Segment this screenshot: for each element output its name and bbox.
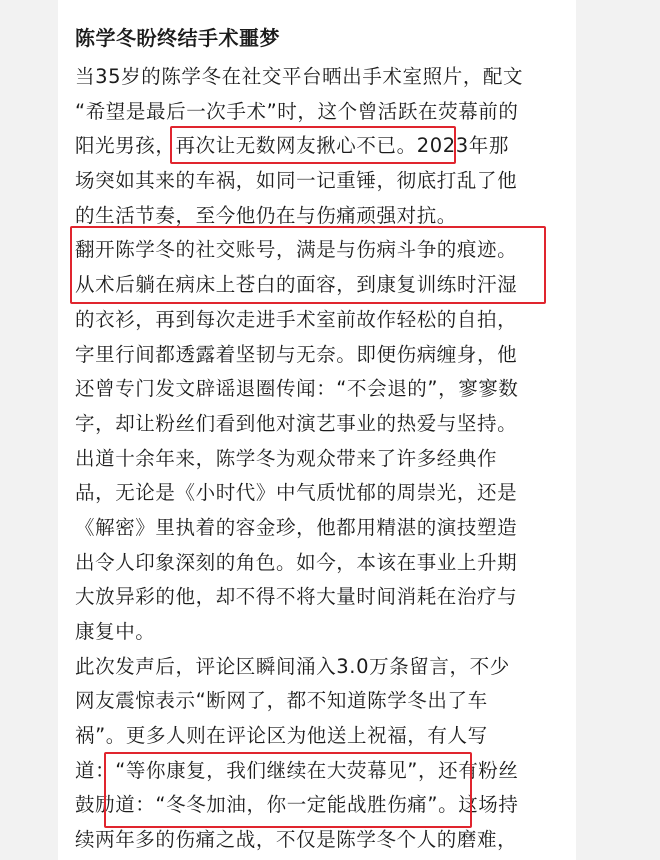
body-line: 康复中。 [75, 620, 156, 643]
body-line: 祸”。更多人则在评论区为他送上祝福，有人写 [75, 724, 488, 748]
body-line: “希望是最后一次手术”时，这个曾活跃在荧幕前的 [75, 99, 519, 123]
body-line: 鼓励道：“冬冬加油，你一定能战胜伤痛”。这场持 [75, 793, 519, 817]
body-line: 字里行间都透露着坚韧与无奈。即便伤病缠身，他 [75, 342, 518, 366]
body-line: 字，却让粉丝们看到他对演艺事业的热爱与坚持。 [75, 411, 518, 435]
article-title: 陈学冬盼终结手术噩梦 [75, 26, 280, 50]
body-line: 出道十余年来，陈学冬为观众带来了许多经典作 [75, 446, 498, 470]
body-line: 翻开陈学冬的社交账号，满是与伤病斗争的痕迹。 [75, 238, 518, 262]
body-line: 续两年多的伤痛之战，不仅是陈学冬个人的磨难， [75, 828, 518, 852]
body-line: 从术后躺在病床上苍白的面容，到康复训练时汗湿 [75, 273, 518, 297]
article-page [58, 0, 576, 860]
article-body [75, 60, 565, 858]
body-line: 的衣衫，再到每次走进手术室前故作轻松的自拍， [75, 307, 518, 331]
body-line: 出令人印象深刻的角色。如今，本该在事业上升期 [75, 550, 518, 574]
body-line: 大放异彩的他，却不得不将大量时间消耗在治疗与 [75, 585, 518, 609]
body-line: 道：“等你康复，我们继续在大荧幕见”，还有粉丝 [75, 758, 519, 782]
body-line: 阳光男孩，再次让无数网友揪心不已。2023年那 [75, 134, 509, 158]
body-line: 还曾专门发文辟谣退圈传闻：“不会退的”，寥寥数 [75, 377, 519, 401]
body-line: 《解密》里执着的容金珍，他都用精湛的演技塑造 [75, 515, 518, 539]
body-line: 当35岁的陈学冬在社交平台晒出手术室照片，配文 [75, 65, 524, 88]
body-line: 此次发声后，评论区瞬间涌入3.0万条留言，不少 [75, 654, 510, 678]
body-line: 场突如其来的车祸，如同一记重锤，彻底打乱了他 [75, 169, 518, 193]
body-line: 网友震惊表示“断网了，都不知道陈学冬出了车 [75, 689, 488, 713]
body-line: 的生活节奏，至今他仍在与伤痛顽强对抗。 [75, 203, 457, 227]
body-line: 品，无论是《小时代》中气质忧郁的周崇光，还是 [75, 481, 518, 505]
